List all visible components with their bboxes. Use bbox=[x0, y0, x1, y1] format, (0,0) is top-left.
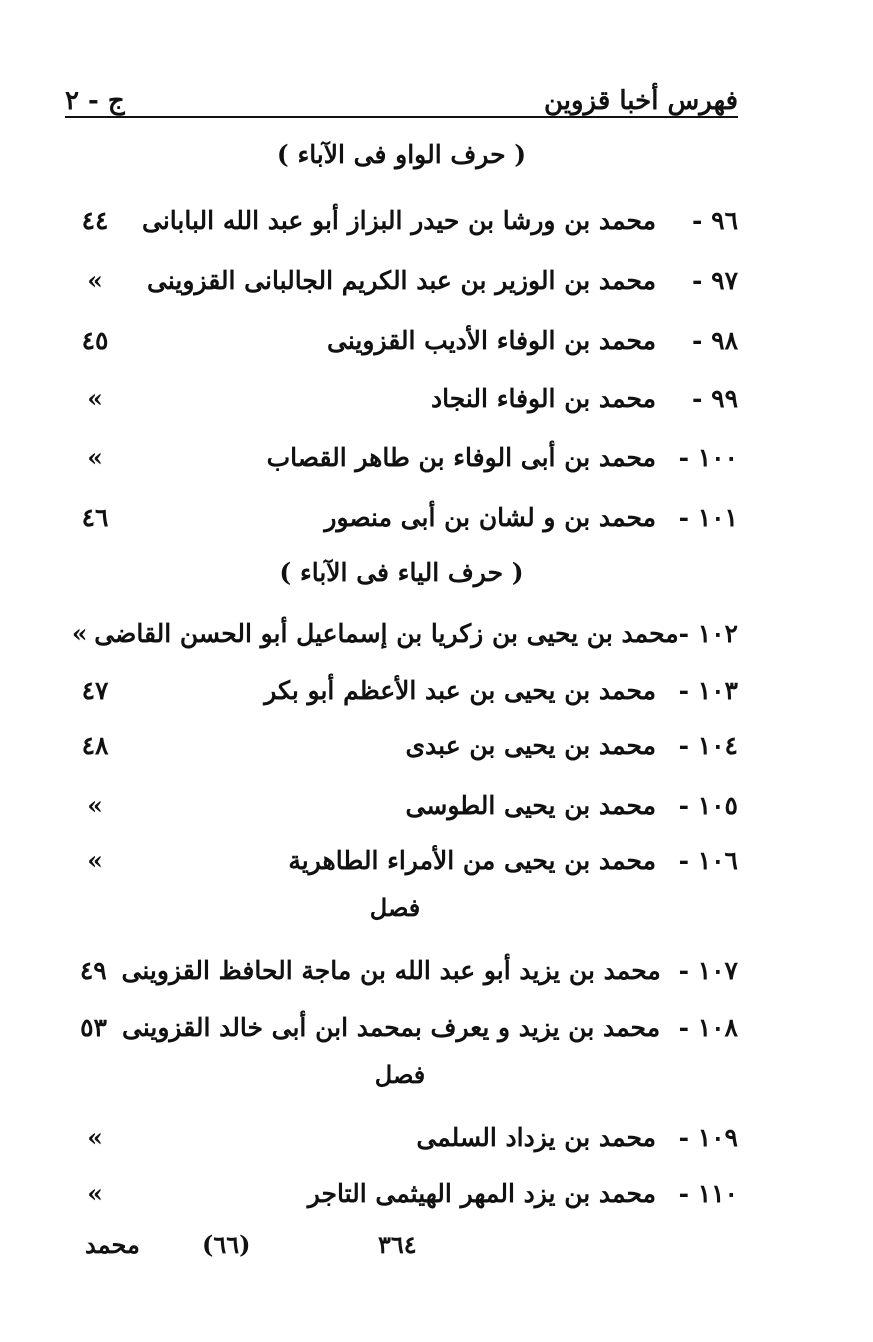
entry-number: ١٠٩ - bbox=[678, 1122, 738, 1152]
section-heading-waw: ( حرف الواو فى الآباء ) bbox=[276, 140, 527, 169]
entry-number: ١٠٠ - bbox=[678, 442, 738, 472]
entry-page: ٤٨ bbox=[81, 730, 109, 760]
entry-name: محمد بن الوزير بن عبد الكريم الجالبانى القزوينى bbox=[147, 265, 656, 295]
index-entry bbox=[65, 1168, 738, 1218]
entry-number: ١٠٥ - bbox=[678, 790, 738, 820]
entry-page: » bbox=[71, 618, 88, 648]
index-entry bbox=[65, 432, 738, 482]
entry-page: » bbox=[87, 1122, 103, 1152]
fasl-heading: فصل bbox=[369, 893, 421, 922]
entry-page: ٤٩ bbox=[79, 955, 107, 985]
entry-name: محمد بن أبى الوفاء بن طاهر القصاب bbox=[266, 442, 656, 472]
entry-number: ٩٩ - bbox=[692, 383, 738, 413]
entry-name: محمد بن ورشا بن حيدر البزاز أبو عبد الله البابانى bbox=[142, 205, 656, 235]
index-entry bbox=[65, 665, 738, 715]
entry-page: » bbox=[87, 265, 103, 295]
entry-name: محمد بن يحيى بن عبد الأعظم أبو بكر bbox=[264, 675, 656, 705]
entry-page: » bbox=[87, 790, 103, 820]
entry-name: محمد بن يحيى الطوسى bbox=[405, 790, 656, 820]
signature-mark: (٦٦) bbox=[202, 1230, 251, 1259]
entry-name: محمد بن يزد المهر الهيثمى التاجر bbox=[307, 1178, 656, 1208]
entry-number: ١١٠ - bbox=[678, 1178, 738, 1208]
entry-number: ٩٧ - bbox=[692, 265, 738, 295]
index-entry bbox=[65, 315, 738, 365]
index-entry bbox=[65, 1112, 738, 1162]
page-number: ٣٦٤ bbox=[378, 1230, 417, 1259]
entry-name: محمد بن يزيد و يعرف بمحمد ابن أبى خالد القزوينى bbox=[122, 1012, 661, 1042]
entry-page: ٤٦ bbox=[81, 502, 109, 532]
entry-number: ١٠١ - bbox=[678, 502, 738, 532]
entry-page: » bbox=[87, 845, 103, 875]
index-entry bbox=[65, 255, 738, 305]
entry-name: محمد بن يزداد السلمى bbox=[416, 1122, 656, 1152]
index-entry bbox=[65, 195, 738, 245]
entry-number: ٩٨ - bbox=[692, 325, 738, 355]
entry-name: محمد بن الوفاء الأديب القزوينى bbox=[327, 325, 656, 355]
volume-label: ج - ٢ bbox=[65, 86, 125, 116]
entry-page: ٤٥ bbox=[81, 325, 109, 355]
entry-page: ٤٤ bbox=[81, 205, 109, 235]
index-entry bbox=[65, 780, 738, 830]
section-heading-ya: ( حرف الياء فى الآباء ) bbox=[279, 558, 524, 587]
entry-name: محمد بن يحيى من الأمراء الطاهرية bbox=[288, 845, 656, 875]
catchword: محمد bbox=[85, 1230, 140, 1259]
entry-name: محمد بن و لشان بن أبى منصور bbox=[324, 502, 656, 532]
header-title: فهرس أخبا قزوين bbox=[543, 86, 738, 116]
index-entry bbox=[65, 720, 738, 770]
entry-number: ١٠٦ - bbox=[678, 845, 738, 875]
index-entry bbox=[65, 373, 738, 423]
entry-page: » bbox=[87, 383, 103, 413]
entry-number: ١٠٣ - bbox=[678, 675, 738, 705]
entry-page: » bbox=[87, 442, 103, 472]
index-entry bbox=[65, 945, 738, 995]
index-entry bbox=[65, 835, 738, 885]
entry-page: ٥٣ bbox=[80, 1012, 107, 1042]
entry-name: محمد بن يحيى بن زكريا بن إسماعيل أبو الحسن القاضى bbox=[94, 618, 679, 648]
running-header bbox=[65, 72, 738, 116]
entry-page: » bbox=[87, 1178, 103, 1208]
index-entry bbox=[65, 608, 738, 658]
entry-number: ١٠٨ - bbox=[678, 1012, 738, 1042]
entry-number: ١٠٢ - bbox=[678, 618, 738, 648]
entry-name: محمد بن يزيد أبو عبد الله بن ماجة الحافظ القزوينى bbox=[121, 955, 661, 985]
entry-name: محمد بن الوفاء النجاد bbox=[431, 383, 656, 413]
entry-name: محمد بن يحيى بن عبدى bbox=[405, 730, 656, 760]
entry-number: ١٠٤ - bbox=[678, 730, 738, 760]
entry-page: ٤٧ bbox=[81, 675, 109, 705]
header-rule bbox=[65, 116, 738, 118]
entry-number: ٩٦ - bbox=[692, 205, 738, 235]
entry-number: ١٠٧ - bbox=[678, 955, 738, 985]
index-entry bbox=[65, 1002, 738, 1052]
index-entry bbox=[65, 492, 738, 542]
fasl-heading: فصل bbox=[374, 1060, 426, 1089]
